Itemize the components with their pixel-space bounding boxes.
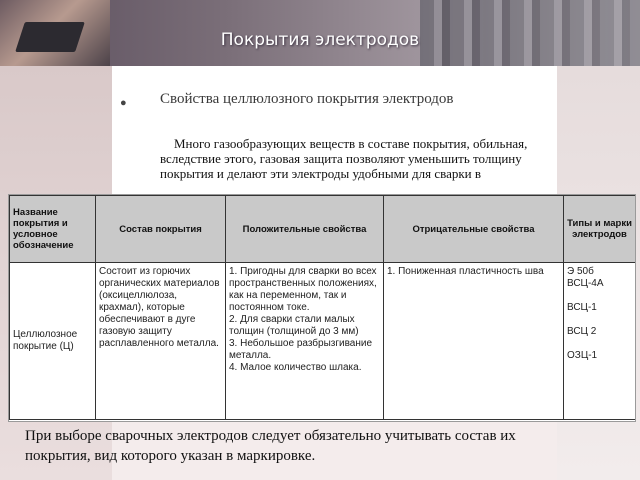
slide-title: Покрытия электродов (220, 30, 420, 50)
header-negative: Отрицательные свойства (384, 196, 564, 263)
cell-name: Целлюлозное покрытие (Ц) (10, 263, 96, 420)
description-paragraph: Много газообразующих веществ в составе покрытия, обильная, вследствие этого, газовая защита позволяют уменьшить толщину покрытия и делают эти электроды удобными для сварки в (160, 136, 528, 181)
cell-positive: 1. Пригодны для сварки во всех пространственных положениях, как на переменном, так и постоянном токе. 2. Для сварки стали малых толщин (толщиной до 3 мм) 3. Небольшое разбрызгивание металла. 4. Малое количество шлака. (226, 263, 384, 420)
header-composition: Состав покрытия (96, 196, 226, 263)
footer-note: При выборе сварочных электродов следует обязательно учитывать состав их покрытия, вид которого указан в маркировке. (25, 428, 516, 464)
bullet-icon: ● (120, 97, 127, 109)
header-name: Название покрытия и условное обозначение (10, 196, 96, 263)
table-row (10, 263, 636, 420)
header-positive: Положительные свойства (226, 196, 384, 263)
cell-negative: 1. Пониженная пластичность шва (384, 263, 564, 420)
electrode-coating-table (8, 194, 636, 422)
cell-composition: Состоит из горючих органических материалов (оксицеллюлоза, крахмал), которые обеспечивают в дуге газовую защиту расплавленного металла. (96, 263, 226, 420)
bullet-heading: Свойства целлюлозного покрытия электродов (160, 91, 454, 107)
header-types: Типы и марки электродов (564, 196, 636, 263)
cell-types: Э 50б ВСЦ-4А ВСЦ-1 ВСЦ 2 ОЗЦ-1 (564, 263, 636, 420)
table-header-row (10, 196, 636, 263)
